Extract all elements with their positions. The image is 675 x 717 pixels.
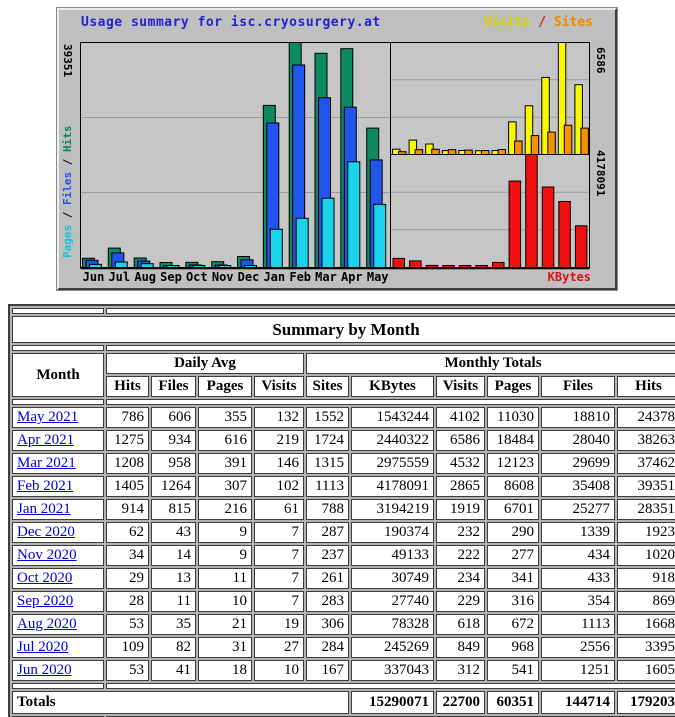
value-cell: 341 bbox=[487, 568, 539, 589]
month-link[interactable]: May 2021 bbox=[17, 409, 79, 425]
kbytes-bar bbox=[559, 202, 571, 268]
table-group-header-row bbox=[12, 353, 675, 374]
spacer-row bbox=[12, 345, 675, 351]
table-sub-header-row bbox=[12, 376, 675, 397]
value-cell: 232 bbox=[436, 522, 485, 543]
month-cell bbox=[12, 591, 104, 612]
value-cell: 918 bbox=[617, 568, 675, 589]
column-header: Visits bbox=[436, 376, 485, 397]
month-cell bbox=[12, 545, 104, 566]
pages-bar bbox=[374, 204, 386, 267]
value-cell: 1264 bbox=[151, 476, 196, 497]
value-cell: 1405 bbox=[106, 476, 149, 497]
value-cell: 786 bbox=[106, 407, 149, 428]
column-header: Pages bbox=[198, 376, 252, 397]
value-cell: 2865 bbox=[436, 476, 485, 497]
value-cell: 283 bbox=[306, 591, 349, 612]
value-cell: 34 bbox=[106, 545, 149, 566]
chart-title: Usage summary for isc.cryosurgery.at bbox=[81, 15, 381, 30]
spacer-cell bbox=[12, 399, 104, 405]
value-cell: 10 bbox=[198, 591, 252, 612]
month-cell bbox=[12, 499, 104, 520]
value-cell: 316 bbox=[487, 591, 539, 612]
value-cell: 1923 bbox=[617, 522, 675, 543]
value-cell: 1605 bbox=[617, 660, 675, 681]
value-cell: 433 bbox=[541, 568, 615, 589]
value-cell: 167 bbox=[306, 660, 349, 681]
table-title: Summary by Month bbox=[12, 316, 675, 343]
usage-graph-canvas bbox=[59, 10, 615, 288]
group-header: Monthly Totals bbox=[306, 353, 675, 374]
legend-visits-label: Visits bbox=[483, 15, 531, 30]
kbytes-bar bbox=[493, 262, 505, 267]
value-cell: 39351 bbox=[617, 476, 675, 497]
legend-separator: / bbox=[530, 15, 554, 30]
month-tick-label: Feb bbox=[289, 270, 312, 284]
month-cell bbox=[12, 522, 104, 543]
sites-bar bbox=[481, 151, 489, 155]
column-header: Hits bbox=[617, 376, 675, 397]
value-cell: 1275 bbox=[106, 430, 149, 451]
value-cell: 31 bbox=[198, 637, 252, 658]
month-link[interactable]: Jan 2021 bbox=[17, 501, 71, 517]
value-cell: 2556 bbox=[541, 637, 615, 658]
kbytes-bar bbox=[575, 226, 587, 268]
value-cell: 354 bbox=[541, 591, 615, 612]
value-cell: 284 bbox=[306, 637, 349, 658]
value-cell: 82 bbox=[151, 637, 196, 658]
value-cell: 958 bbox=[151, 453, 196, 474]
value-cell: 229 bbox=[436, 591, 485, 612]
value-cell: 21 bbox=[198, 614, 252, 635]
value-cell: 14 bbox=[151, 545, 196, 566]
value-cell: 38263 bbox=[617, 430, 675, 451]
value-cell: 618 bbox=[436, 614, 485, 635]
kbytes-axis-label: KBytes bbox=[547, 270, 591, 284]
summary-by-month-table bbox=[8, 304, 675, 717]
value-cell: 1919 bbox=[436, 499, 485, 520]
value-cell: 132 bbox=[254, 407, 304, 428]
value-cell: 968 bbox=[487, 637, 539, 658]
column-header: Files bbox=[151, 376, 196, 397]
value-cell: 28351 bbox=[617, 499, 675, 520]
files-axis-label: Files bbox=[61, 171, 74, 205]
right-axis-visits-max-label: 6586 bbox=[594, 47, 607, 74]
left-axis-max-label: 39351 bbox=[61, 44, 74, 78]
pages-bar bbox=[296, 218, 308, 267]
value-cell: 1724 bbox=[306, 430, 349, 451]
value-cell: 9 bbox=[198, 522, 252, 543]
month-tick-label: Oct bbox=[185, 270, 208, 284]
value-cell: 3395 bbox=[617, 637, 675, 658]
value-cell: 1315 bbox=[306, 453, 349, 474]
month-cell bbox=[12, 660, 104, 681]
column-header: Hits bbox=[106, 376, 149, 397]
value-cell: 102 bbox=[254, 476, 304, 497]
value-cell: 1552 bbox=[306, 407, 349, 428]
value-cell: 306 bbox=[306, 614, 349, 635]
sites-bar bbox=[498, 150, 506, 155]
sites-bar bbox=[581, 128, 589, 154]
table-row bbox=[12, 407, 675, 428]
value-cell: 337043 bbox=[351, 660, 434, 681]
value-cell: 49133 bbox=[351, 545, 434, 566]
spacer-row bbox=[12, 683, 675, 689]
value-cell: 7 bbox=[254, 522, 304, 543]
hits-axis-label: Hits bbox=[61, 125, 74, 152]
value-cell: 606 bbox=[151, 407, 196, 428]
value-cell: 18810 bbox=[541, 407, 615, 428]
value-cell: 261 bbox=[306, 568, 349, 589]
value-cell: 290 bbox=[487, 522, 539, 543]
month-link[interactable]: Aug 2020 bbox=[17, 616, 77, 632]
value-cell: 62 bbox=[106, 522, 149, 543]
month-link[interactable]: Apr 2021 bbox=[17, 432, 75, 448]
table-row bbox=[12, 545, 675, 566]
table-row bbox=[12, 430, 675, 451]
sites-bar bbox=[564, 125, 572, 154]
month-tick-label: Dec bbox=[237, 270, 260, 284]
value-cell: 43 bbox=[151, 522, 196, 543]
value-cell: 29699 bbox=[541, 453, 615, 474]
value-cell: 27740 bbox=[351, 591, 434, 612]
value-cell: 10 bbox=[254, 660, 304, 681]
sites-bar bbox=[415, 150, 423, 155]
value-cell: 2440322 bbox=[351, 430, 434, 451]
value-cell: 53 bbox=[106, 614, 149, 635]
value-cell: 869 bbox=[617, 591, 675, 612]
value-cell: 1113 bbox=[541, 614, 615, 635]
value-cell: 434 bbox=[541, 545, 615, 566]
value-cell: 35408 bbox=[541, 476, 615, 497]
column-header: Visits bbox=[254, 376, 304, 397]
sites-bar bbox=[531, 136, 539, 155]
month-link[interactable]: Oct 2020 bbox=[17, 570, 73, 586]
value-cell: 11 bbox=[151, 591, 196, 612]
value-cell: 788 bbox=[306, 499, 349, 520]
value-cell: 25277 bbox=[541, 499, 615, 520]
value-cell: 2975559 bbox=[351, 453, 434, 474]
value-cell: 4178091 bbox=[351, 476, 434, 497]
table-title-row bbox=[12, 316, 675, 343]
value-cell: 1543244 bbox=[351, 407, 434, 428]
month-cell bbox=[12, 407, 104, 428]
value-cell: 277 bbox=[487, 545, 539, 566]
value-cell: 11 bbox=[198, 568, 252, 589]
value-cell: 934 bbox=[151, 430, 196, 451]
column-header: Sites bbox=[306, 376, 349, 397]
value-cell: 19 bbox=[254, 614, 304, 635]
value-cell: 1339 bbox=[541, 522, 615, 543]
spacer-cell bbox=[12, 345, 104, 351]
pages-bar bbox=[348, 162, 360, 268]
column-header: Files bbox=[541, 376, 615, 397]
spacer-cell bbox=[12, 308, 104, 314]
month-tick-label: May bbox=[366, 270, 389, 284]
kbytes-bar bbox=[410, 261, 422, 268]
legend-sites-label: Sites bbox=[553, 15, 593, 30]
month-link[interactable]: Jul 2020 bbox=[17, 639, 69, 655]
table-row bbox=[12, 476, 675, 497]
value-cell: 307 bbox=[198, 476, 252, 497]
value-cell: 35 bbox=[151, 614, 196, 635]
value-cell: 30749 bbox=[351, 568, 434, 589]
month-cell bbox=[12, 568, 104, 589]
kbytes-bar bbox=[542, 187, 554, 268]
value-cell: 61 bbox=[254, 499, 304, 520]
value-cell: 237 bbox=[306, 545, 349, 566]
value-cell: 7 bbox=[254, 591, 304, 612]
value-cell: 245269 bbox=[351, 637, 434, 658]
month-tick-label: Nov bbox=[211, 270, 234, 284]
value-cell: 28040 bbox=[541, 430, 615, 451]
pages-bar bbox=[115, 262, 127, 268]
month-tick-label: Aug bbox=[134, 270, 157, 284]
month-link[interactable]: Nov 2020 bbox=[17, 547, 77, 563]
value-cell: 7 bbox=[254, 568, 304, 589]
value-cell: 6586 bbox=[436, 430, 485, 451]
month-column-header: Month bbox=[12, 353, 104, 397]
month-tick-label: Jul bbox=[108, 270, 131, 284]
month-link[interactable]: Jun 2020 bbox=[17, 662, 72, 678]
month-cell bbox=[12, 614, 104, 635]
value-cell: 616 bbox=[198, 430, 252, 451]
value-cell: 190374 bbox=[351, 522, 434, 543]
pages-bar bbox=[141, 264, 153, 268]
totals-value-cell: 179203 bbox=[617, 691, 675, 714]
spacer-row bbox=[12, 308, 675, 314]
value-cell: 216 bbox=[198, 499, 252, 520]
table-row bbox=[12, 614, 675, 635]
value-cell: 219 bbox=[254, 430, 304, 451]
month-cell bbox=[12, 453, 104, 474]
value-cell: 672 bbox=[487, 614, 539, 635]
value-cell: 3194219 bbox=[351, 499, 434, 520]
right-axis-kbytes-max-label: 4178091 bbox=[594, 150, 607, 197]
value-cell: 1208 bbox=[106, 453, 149, 474]
totals-label: Totals bbox=[12, 691, 349, 714]
value-cell: 146 bbox=[254, 453, 304, 474]
value-cell: 109 bbox=[106, 637, 149, 658]
month-link[interactable]: Sep 2020 bbox=[17, 593, 74, 609]
value-cell: 222 bbox=[436, 545, 485, 566]
summary-table-container bbox=[8, 304, 675, 717]
value-cell: 355 bbox=[198, 407, 252, 428]
table-row bbox=[12, 522, 675, 543]
value-cell: 1113 bbox=[306, 476, 349, 497]
value-cell: 28 bbox=[106, 591, 149, 612]
sites-bar bbox=[548, 132, 556, 154]
value-cell: 4532 bbox=[436, 453, 485, 474]
value-cell: 1668 bbox=[617, 614, 675, 635]
totals-value-cell: 15290071 bbox=[351, 691, 434, 714]
table-row bbox=[12, 637, 675, 658]
value-cell: 9 bbox=[198, 545, 252, 566]
month-link[interactable]: Feb 2021 bbox=[17, 478, 74, 494]
table-row bbox=[12, 568, 675, 589]
pages-bar bbox=[322, 198, 334, 267]
left-axis-series-label: Pages / Files / Hits bbox=[61, 125, 74, 258]
value-cell: 541 bbox=[487, 660, 539, 681]
usage-graph bbox=[57, 8, 617, 290]
month-tick-label: Sep bbox=[160, 270, 182, 284]
month-tick-label: Mar bbox=[315, 270, 337, 284]
kbytes-bar bbox=[526, 155, 538, 268]
value-cell: 234 bbox=[436, 568, 485, 589]
month-tick-label: Jun bbox=[82, 270, 105, 284]
value-cell: 1020 bbox=[617, 545, 675, 566]
value-cell: 41 bbox=[151, 660, 196, 681]
value-cell: 53 bbox=[106, 660, 149, 681]
value-cell: 37462 bbox=[617, 453, 675, 474]
totals-row bbox=[12, 691, 675, 714]
sites-bar bbox=[515, 141, 523, 154]
kbytes-bar bbox=[393, 258, 405, 267]
value-cell: 27 bbox=[254, 637, 304, 658]
table-row bbox=[12, 591, 675, 612]
value-cell: 914 bbox=[106, 499, 149, 520]
month-cell bbox=[12, 430, 104, 451]
value-cell: 11030 bbox=[487, 407, 539, 428]
value-cell: 1251 bbox=[541, 660, 615, 681]
value-cell: 29 bbox=[106, 568, 149, 589]
totals-value-cell: 144714 bbox=[541, 691, 615, 714]
pages-axis-label: Pages bbox=[61, 224, 74, 258]
month-axis-labels bbox=[59, 270, 615, 286]
month-cell bbox=[12, 476, 104, 497]
value-cell: 312 bbox=[436, 660, 485, 681]
value-cell: 815 bbox=[151, 499, 196, 520]
pages-bar bbox=[270, 229, 282, 267]
value-cell: 391 bbox=[198, 453, 252, 474]
sites-bar bbox=[432, 149, 440, 154]
column-header: Pages bbox=[487, 376, 539, 397]
value-cell: 78328 bbox=[351, 614, 434, 635]
value-cell: 12123 bbox=[487, 453, 539, 474]
table-row bbox=[12, 499, 675, 520]
totals-value-cell: 60351 bbox=[487, 691, 539, 714]
month-tick-label: Jan bbox=[263, 270, 286, 284]
totals-value-cell: 22700 bbox=[436, 691, 485, 714]
sites-bar bbox=[465, 150, 473, 154]
spacer-row bbox=[12, 399, 675, 405]
value-cell: 18 bbox=[198, 660, 252, 681]
sites-bar bbox=[448, 150, 456, 155]
value-cell: 4102 bbox=[436, 407, 485, 428]
value-cell: 849 bbox=[436, 637, 485, 658]
month-tick-label: Apr bbox=[340, 270, 363, 284]
value-cell: 8608 bbox=[487, 476, 539, 497]
value-cell: 6701 bbox=[487, 499, 539, 520]
value-cell: 287 bbox=[306, 522, 349, 543]
month-link[interactable]: Mar 2021 bbox=[17, 455, 76, 471]
value-cell: 24378 bbox=[617, 407, 675, 428]
month-cell bbox=[12, 637, 104, 658]
chart-legend bbox=[483, 15, 593, 30]
table-row bbox=[12, 453, 675, 474]
month-link[interactable]: Dec 2020 bbox=[17, 524, 75, 540]
value-cell: 7 bbox=[254, 545, 304, 566]
kbytes-bar bbox=[509, 181, 520, 267]
table-row bbox=[12, 660, 675, 681]
spacer-cell bbox=[12, 683, 104, 689]
group-header: Daily Avg bbox=[106, 353, 304, 374]
value-cell: 13 bbox=[151, 568, 196, 589]
value-cell: 18484 bbox=[487, 430, 539, 451]
column-header: KBytes bbox=[351, 376, 434, 397]
